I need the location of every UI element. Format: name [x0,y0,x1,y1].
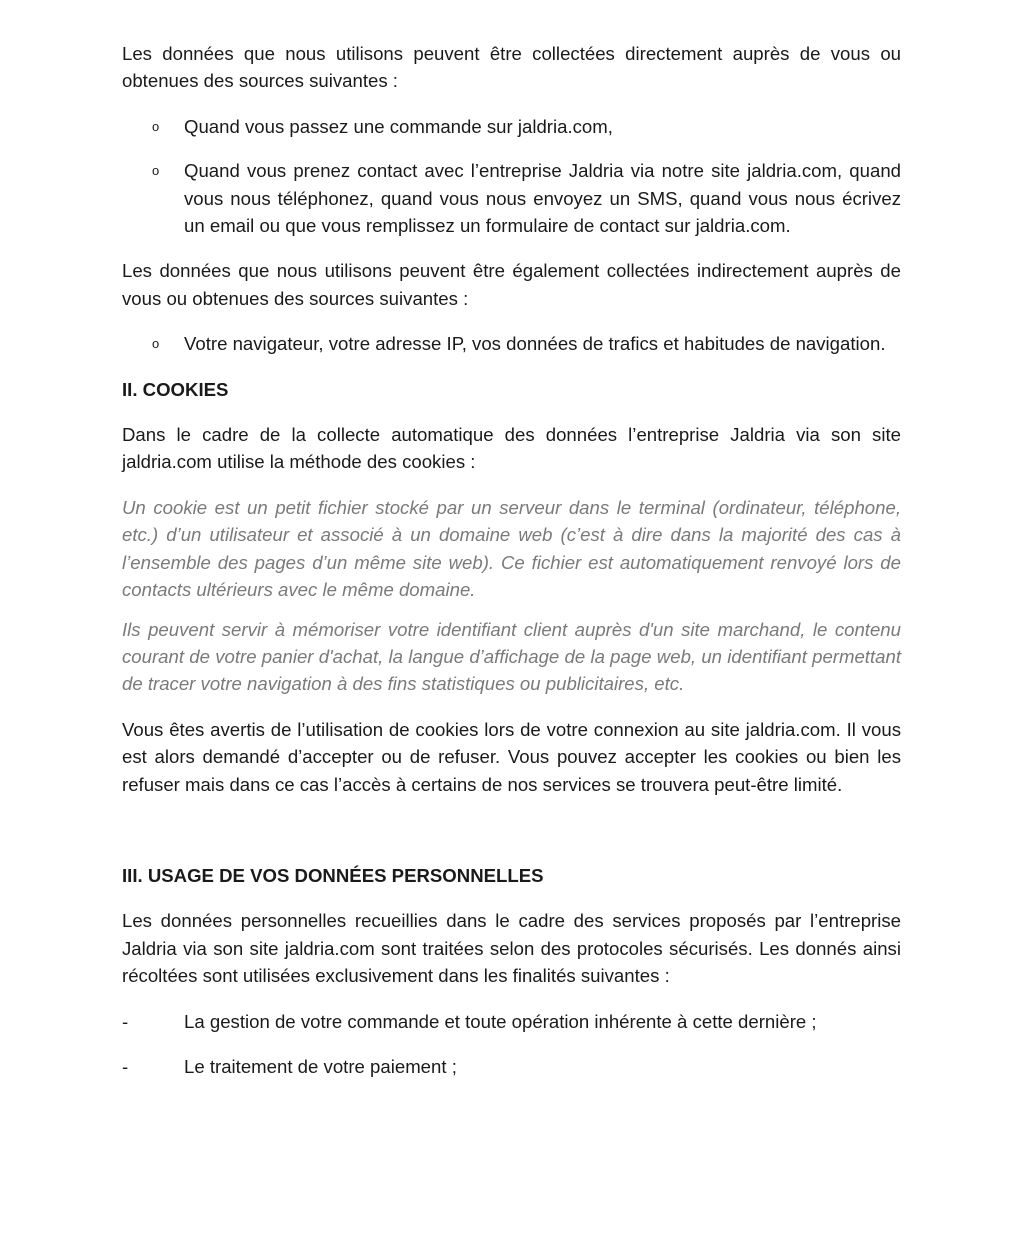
usage-purposes-list [122,1008,901,1081]
circle-bullet-icon: o [152,336,160,352]
sources-direct-intro: Les données que nous utilisons peuvent être collectées directement auprès de vous ou obtenues des sources suivantes : [122,43,901,92]
list-item-text: Votre navigateur, votre adresse IP, vos données de trafics et habitudes de navigation. [184,333,886,355]
document-page [122,40,901,1098]
list-item [122,113,901,140]
list-item-text: Quand vous passez une commande sur jaldria.com, [184,115,613,137]
list-item-text: Le traitement de votre paiement ; [184,1055,457,1077]
usage-intro: Les données personnelles recueillies dans le cadre des services proposés par l’entreprise Jaldria via son site jaldria.com sont traitées selon des protocoles sécurisés. Les donnés ainsi récoltées sont utilisées exclusivement dans les finalités suivantes : [122,910,901,987]
list-item-text: Quand vous prenez contact avec l’entreprise Jaldria via notre site jaldria.com, quand vous nous téléphonez, quand vous nous envoyez un SMS, quand vous nous écrivez un email ou que vous remplissez un formulaire de contact sur jaldria.com. [184,160,901,237]
sources-indirect-intro: Les données que nous utilisons peuvent être également collectées indirectement auprès de vous ou obtenues des sources suivantes : [122,260,901,309]
dash-bullet-icon: - [122,1055,129,1077]
cookies-intro: Dans le cadre de la collecte automatique des données l’entreprise Jaldria via son site jaldria.com utilise la méthode des cookies : [122,424,901,473]
cookie-usage-examples: Ils peuvent servir à mémoriser votre identifiant client auprès d'un site marchand, le contenu courant de votre panier d'achat, la langue d’affichage de la page web, un identifiant permettant de tracer votre navigation à des fins statistiques ou publicitaires, etc. [122,618,901,695]
cookie-definition: Un cookie est un petit fichier stocké par un serveur dans le terminal (ordinateur, téléphone, etc.) d’un utilisateur et associé à un domaine web (c’est à dire dans la majorité des cas à l’ensemble des pages d’un même site web). Ce fichier est automatiquement renvoyé lors de contacts ultérieurs avec le même domaine. [122,496,901,601]
list-item [122,157,901,239]
list-item [122,1053,901,1080]
circle-bullet-icon: o [152,118,160,134]
circle-bullet-icon: o [152,163,160,179]
usage-heading: III. USAGE DE VOS DONNÉES PERSONNELLES [122,864,544,886]
direct-sources-list [122,113,901,240]
cookies-heading: II. COOKIES [122,378,229,400]
dash-bullet-icon: - [122,1010,129,1032]
section-spacer [122,816,901,862]
list-item [122,330,901,357]
indirect-sources-list [122,330,901,357]
cookies-notice: Vous êtes avertis de l’utilisation de cookies lors de votre connexion au site jaldria.com. Il vous est alors demandé d’accepter ou de refuser. Vous pouvez accepter les cookies ou bien les refuser mais dans ce cas l’accès à certains de nos services se trouvera peut-être limité. [122,718,901,795]
list-item-text: La gestion de votre commande et toute opération inhérente à cette dernière ; [184,1010,817,1032]
list-item [122,1008,901,1035]
